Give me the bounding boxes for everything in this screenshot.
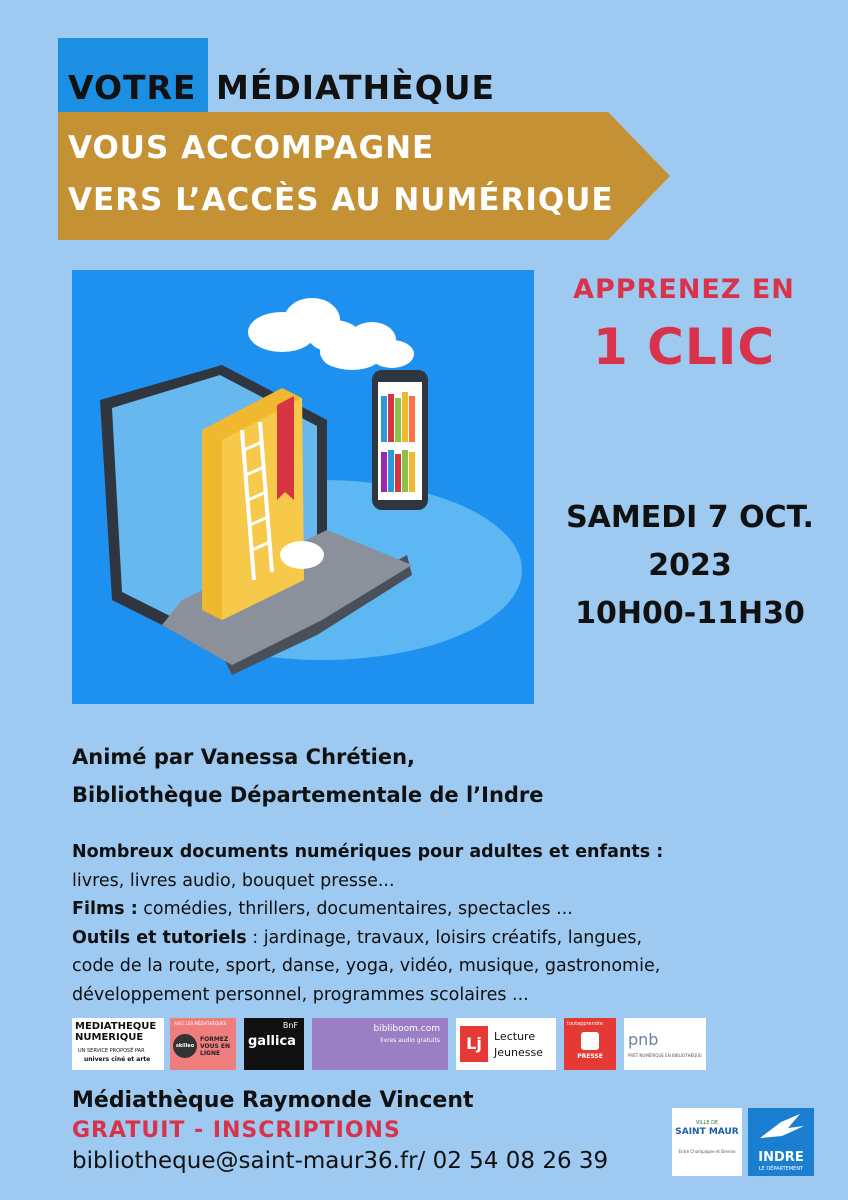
contact-info: bibliotheque@saint-maur36.fr/ 02 54 08 26 39 (72, 1148, 609, 1174)
promo-line-2: 1 CLIC (592, 318, 776, 376)
presse-logo: toutapprendre PRESSE (564, 1018, 616, 1070)
host-line-2: Bibliothèque Départementale de l’Indre (72, 783, 544, 807)
free-registration: GRATUIT - INSCRIPTIONS (72, 1118, 401, 1143)
event-time: 10H00-11H30 (575, 596, 805, 631)
promo-line-1: APPRENEZ EN (573, 274, 795, 305)
header-word-mediatheque: MÉDIATHÈQUE (216, 68, 496, 107)
gallica-logo: BnF gallica (244, 1018, 304, 1070)
bibliboom-logo: bibliboom.com livres audio gratuits (312, 1018, 448, 1070)
event-year: 2023 (648, 548, 732, 583)
docs-line-2: livres, livres audio, bouquet presse... (72, 870, 395, 891)
indre-department-logo: INDRE LE DÉPARTEMENT (748, 1108, 814, 1176)
header-word-votre: VOTRE (68, 68, 197, 107)
event-date (540, 494, 840, 638)
docs-films-text: comédies, thrillers, documentaires, spectacles ... (137, 899, 573, 920)
header-banner-text (68, 122, 614, 226)
partner-logos (72, 1018, 712, 1070)
header-votre-box (58, 38, 208, 112)
event-day: SAMEDI 7 OCT. (566, 500, 814, 535)
banner-line-1: VOUS ACCOMPAGNE (68, 130, 435, 166)
host-info (72, 738, 544, 814)
host-line-1: Animé par Vanessa Chrétien, (72, 745, 416, 769)
docs-line-6: développement personnel, programmes scolaires ... (72, 984, 529, 1005)
pnb-logo: pnb PRÊT NUMÉRIQUE EN BIBLIOTHÈQUE (624, 1018, 706, 1070)
docs-tools-text: : jardinage, travaux, loisirs créatifs, langues, (246, 927, 643, 948)
lecture-jeunesse-logo: Lj Lecture Jeunesse (456, 1018, 556, 1070)
laptop-books-illustration (72, 270, 534, 704)
banner-line-2: VERS L’ACCÈS AU NUMÉRIQUE (68, 182, 614, 218)
docs-films-label: Films : (72, 899, 138, 920)
docs-tools-label: Outils et tutoriels (72, 927, 247, 948)
bird-icon (748, 1108, 814, 1144)
saint-maur-logo: VILLE DE SAINT MAUR Entre Champagne et Brenne (672, 1108, 742, 1176)
docs-line-5: code de la route, sport, danse, yoga, vidéo, musique, gastronomie, (72, 956, 661, 977)
documents-description (72, 838, 792, 1010)
laptop-book-icon (72, 270, 534, 704)
docs-heading: Nombreux documents numériques pour adultes et enfants : (72, 842, 664, 862)
mediatheque-numerique-logo: MEDIATHEQUE NUMERIQUE UN SERVICE PROPOSÉ PAR univers ciné et arte (72, 1018, 164, 1070)
venue-name: Médiathèque Raymonde Vincent (72, 1088, 474, 1113)
skilleo-logo: AVEC LES MÉDIATHÈQUES skilleo FORMEZ VOUS EN LIGNE (170, 1018, 236, 1070)
